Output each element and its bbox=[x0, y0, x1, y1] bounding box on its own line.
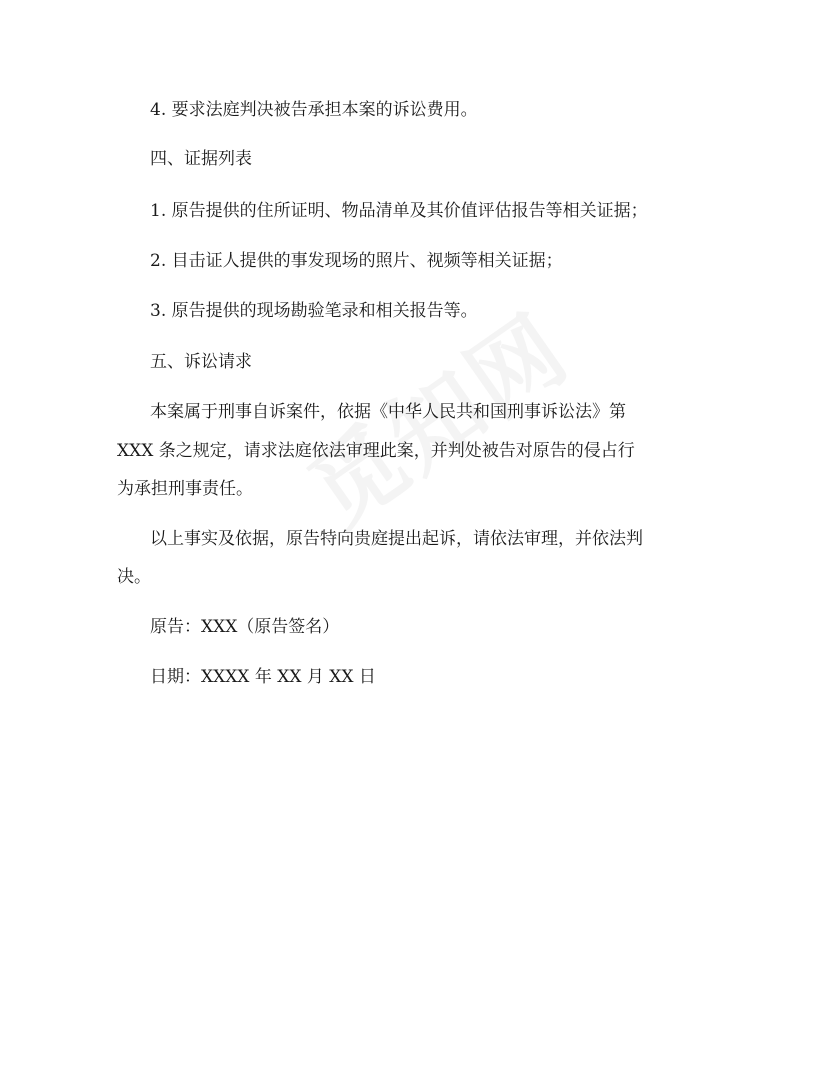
request-paragraph-line-1: 本案属于刑事自诉案件，依据《中华人民共和国刑事诉讼法》第 bbox=[150, 402, 626, 422]
evidence-item-1: 1. 原告提供的住所证明、物品清单及其价值评估报告等相关证据； bbox=[150, 201, 648, 221]
section-heading-evidence: 四、证据列表 bbox=[150, 149, 252, 169]
evidence-item-2: 2. 目击证人提供的事发现场的照片、视频等相关证据； bbox=[150, 251, 563, 271]
closing-paragraph-line-1: 以上事实及依据，原告特向贵庭提出起诉，请依法审理，并依法判 bbox=[150, 529, 643, 549]
closing-paragraph-line-2: 决。 bbox=[117, 567, 151, 587]
document-date: 日期：XXXX 年 XX 月 XX 日 bbox=[150, 667, 376, 687]
plaintiff-signature: 原告：XXX（原告签名） bbox=[150, 617, 340, 637]
evidence-item-3: 3. 原告提供的现场勘验笔录和相关报告等。 bbox=[150, 301, 478, 321]
request-paragraph-line-3: 为承担刑事责任。 bbox=[117, 479, 253, 499]
request-paragraph-line-2: XXX 条之规定，请求法庭依法审理此案，并判处被告对原告的侵占行 bbox=[117, 441, 635, 461]
section-heading-requests: 五、诉讼请求 bbox=[150, 352, 252, 372]
request-item-4: 4. 要求法庭判决被告承担本案的诉讼费用。 bbox=[150, 100, 478, 120]
